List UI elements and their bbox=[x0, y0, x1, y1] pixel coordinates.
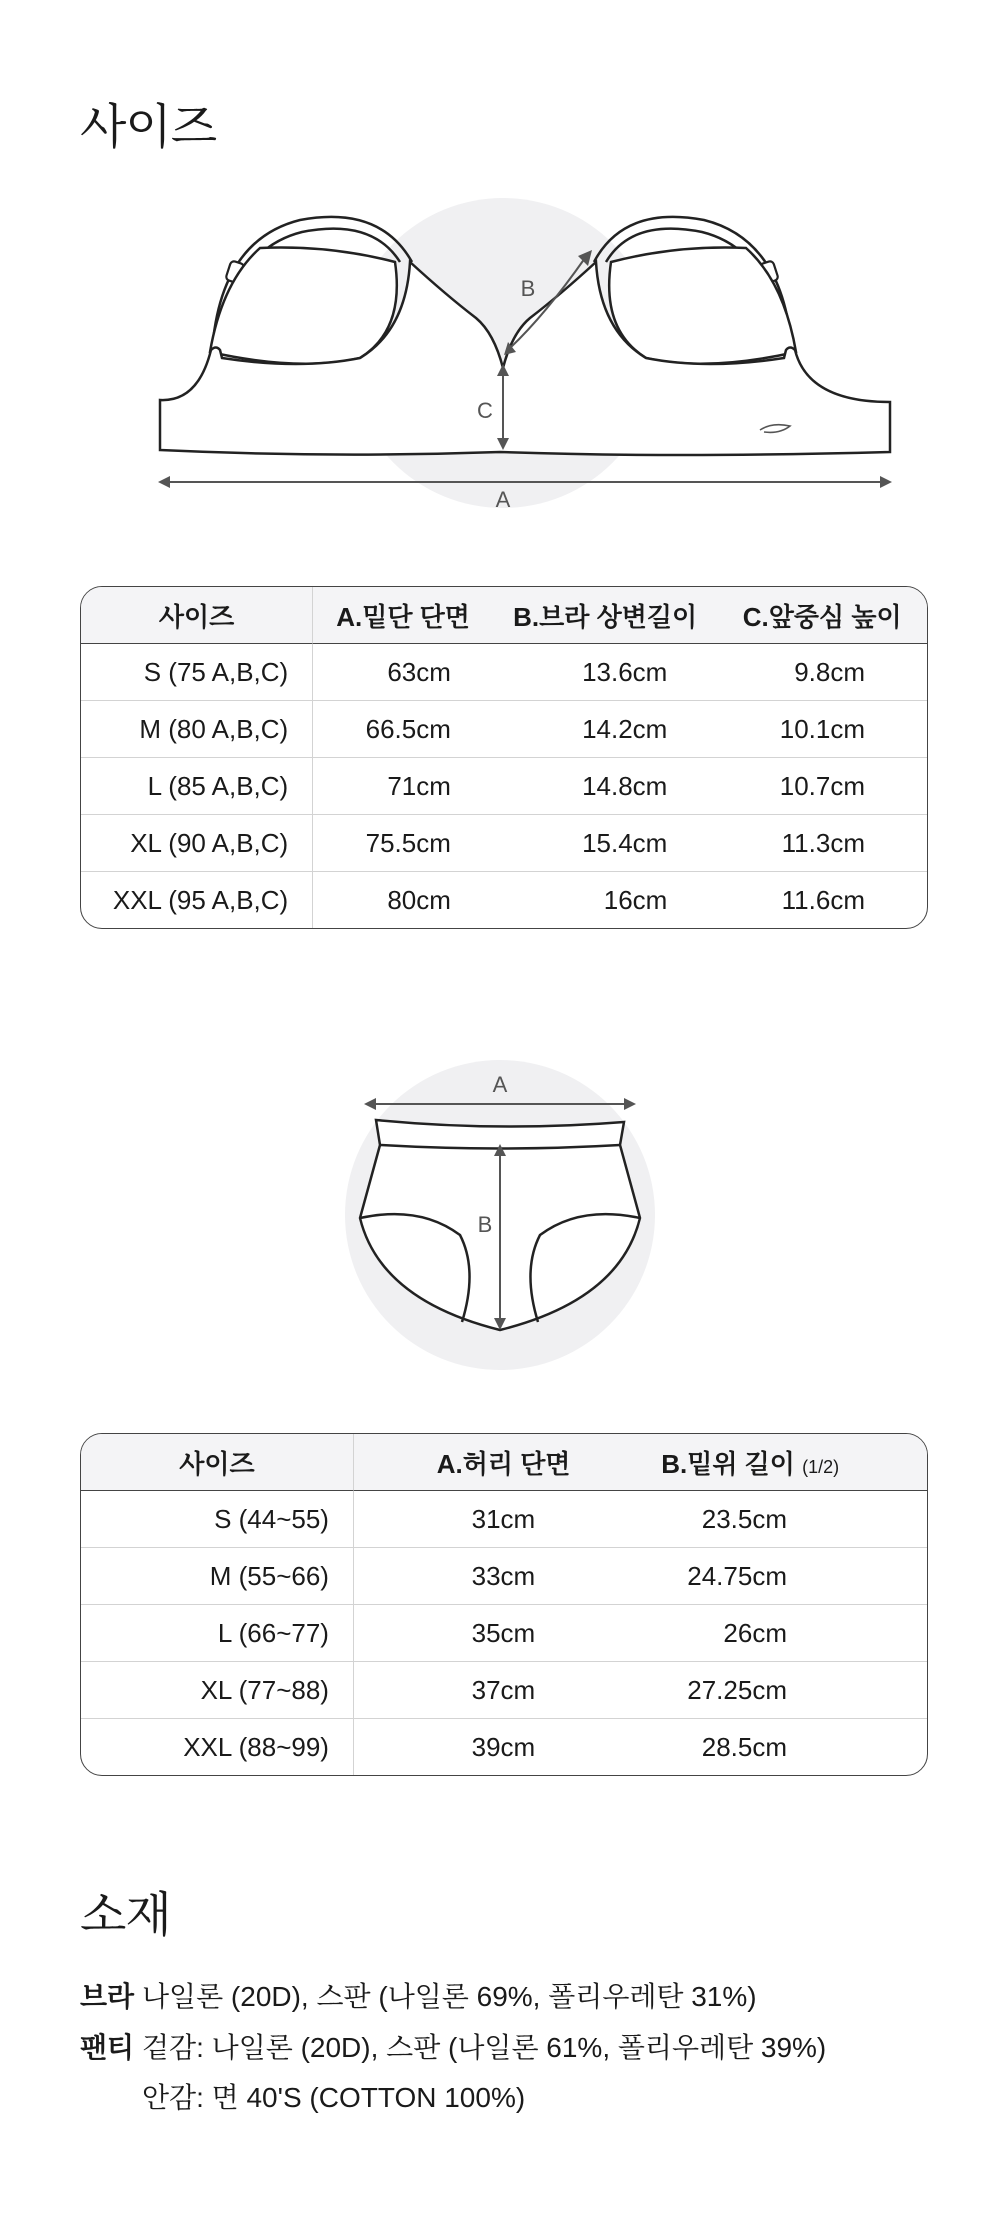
table-cell: 14.2cm bbox=[493, 700, 717, 757]
table-cell: 15.4cm bbox=[493, 814, 717, 871]
table-row bbox=[81, 757, 927, 814]
column-header: A.밑단 단면 bbox=[313, 587, 493, 644]
table-row bbox=[81, 1718, 927, 1775]
table-cell: 11.3cm bbox=[717, 814, 927, 871]
dimension-label-b: B bbox=[520, 276, 536, 301]
table-cell: 63cm bbox=[387, 656, 451, 687]
table-row bbox=[81, 814, 927, 871]
table-cell: 28.5cm bbox=[653, 1718, 927, 1775]
panty-diagram bbox=[340, 1050, 670, 1380]
dimension-label-c: C bbox=[477, 398, 493, 423]
material-bra-row bbox=[80, 1975, 757, 2015]
column-header: 사이즈 bbox=[81, 587, 313, 644]
size-title: 사이즈 bbox=[80, 101, 217, 154]
column-header: B.브라 상변길이 bbox=[493, 587, 717, 644]
table-row bbox=[81, 1604, 927, 1661]
table-cell: 10.1cm bbox=[717, 700, 927, 757]
dimension-label-a: A bbox=[495, 487, 511, 512]
size-cell: XL (77~88) bbox=[81, 1661, 354, 1718]
table-cell: 23.5cm bbox=[701, 1503, 787, 1534]
material-bra-text: 나일론 (20D), 스판 (나일론 69%, 폴리우레탄 31%) bbox=[142, 1981, 757, 2012]
table-row bbox=[81, 644, 927, 700]
table-row bbox=[81, 1491, 927, 1547]
table-cell: 66.5cm bbox=[313, 700, 493, 757]
column-header: C.앞중심 높이 bbox=[717, 587, 927, 644]
material-panty-inner-row bbox=[80, 2076, 525, 2116]
size-cell: M (55~66) bbox=[81, 1547, 354, 1604]
table-header-row bbox=[81, 1434, 927, 1491]
table-cell: 35cm bbox=[354, 1604, 653, 1661]
size-cell: S (75 A,B,C) bbox=[81, 644, 313, 700]
column-header-label: B.밑위 길이 bbox=[661, 1448, 795, 1479]
material-panty-outer: 겉감: 나일론 (20D), 스판 (나일론 61%, 폴리우레탄 39%) bbox=[142, 2032, 827, 2063]
size-cell: L (66~77) bbox=[81, 1604, 354, 1661]
dimension-label-a: A bbox=[492, 1072, 508, 1097]
size-cell: S (44~55) bbox=[81, 1491, 354, 1547]
table-row bbox=[81, 700, 927, 757]
table-row bbox=[81, 1661, 927, 1718]
material-bra-label: 브라 bbox=[80, 1981, 135, 2012]
table-cell: 13.6cm bbox=[582, 656, 668, 687]
table-cell: 33cm bbox=[354, 1547, 653, 1604]
column-header bbox=[653, 1434, 927, 1491]
table-cell: 26cm bbox=[653, 1604, 927, 1661]
table-cell: 27.25cm bbox=[653, 1661, 927, 1718]
size-cell: M (80 A,B,C) bbox=[81, 700, 313, 757]
panty-size-table bbox=[80, 1433, 928, 1776]
table-cell: 39cm bbox=[354, 1718, 653, 1775]
material-title: 소재 bbox=[80, 1889, 171, 1942]
dimension-label-b: B bbox=[477, 1212, 493, 1237]
bra-size-table bbox=[80, 586, 928, 929]
table-cell: 11.6cm bbox=[717, 871, 927, 928]
size-cell: XXL (88~99) bbox=[81, 1718, 354, 1775]
material-panty-row bbox=[80, 2026, 826, 2066]
column-header: 사이즈 bbox=[81, 1434, 354, 1491]
table-cell: 31cm bbox=[471, 1503, 536, 1534]
table-cell: 16cm bbox=[493, 871, 717, 928]
size-cell: XL (90 A,B,C) bbox=[81, 814, 313, 871]
table-cell: 37cm bbox=[354, 1661, 653, 1718]
column-header-note: (1/2) bbox=[802, 1456, 840, 1477]
table-row bbox=[81, 1547, 927, 1604]
size-cell: XXL (95 A,B,C) bbox=[81, 871, 313, 928]
table-cell: 80cm bbox=[313, 871, 493, 928]
material-panty-label: 팬티 bbox=[80, 2032, 135, 2063]
size-cell: L (85 A,B,C) bbox=[81, 757, 313, 814]
table-cell: 71cm bbox=[313, 757, 493, 814]
table-cell: 75.5cm bbox=[313, 814, 493, 871]
table-row bbox=[81, 871, 927, 928]
table-header-row bbox=[81, 587, 927, 644]
column-header: A.허리 단면 bbox=[354, 1434, 653, 1491]
table-cell: 24.75cm bbox=[653, 1547, 927, 1604]
table-cell: 14.8cm bbox=[493, 757, 717, 814]
material-panty-inner: 안감: 면 40'S (COTTON 100%) bbox=[142, 2082, 526, 2113]
table-cell: 10.7cm bbox=[717, 757, 927, 814]
table-cell: 9.8cm bbox=[794, 656, 865, 687]
bra-diagram bbox=[140, 190, 900, 520]
